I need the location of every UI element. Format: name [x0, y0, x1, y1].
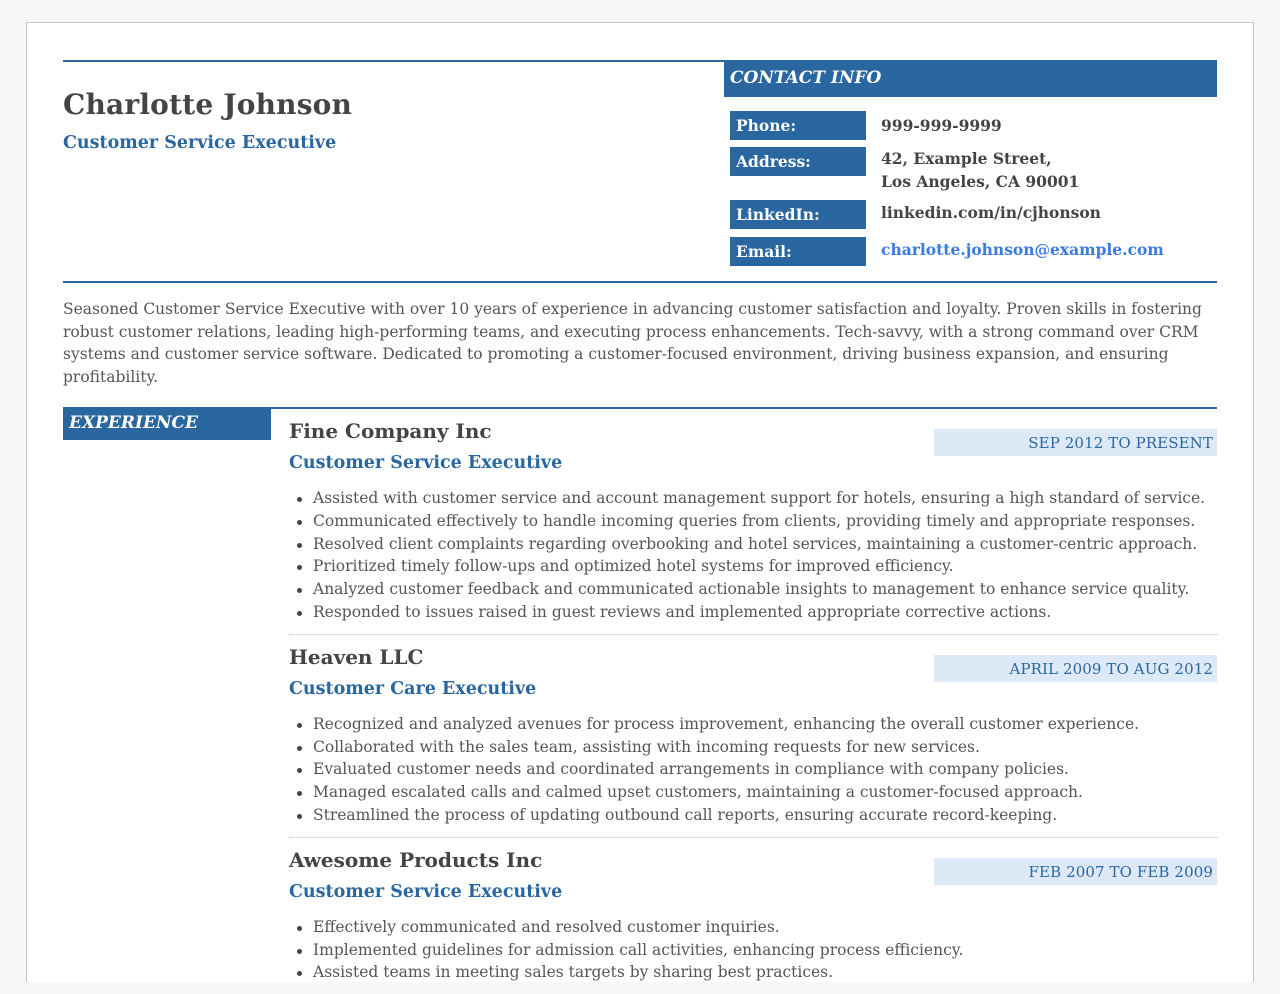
address-value — [881, 147, 1079, 193]
job-role: Customer Care Executive — [289, 678, 537, 699]
linkedin-label: LinkedIn: — [730, 200, 866, 229]
job-dates: FEB 2007 TO FEB 2009 — [934, 858, 1217, 885]
resume-header — [63, 60, 1217, 283]
job-bullet: Responded to issues raised in guest reviews and implemented appropriate corrective actions. — [289, 601, 1217, 624]
email-link[interactable]: charlotte.johnson@example.com — [881, 240, 1164, 259]
job-bullet: Analyzed customer feedback and communicated actionable insights to management to enhance service quality. — [289, 578, 1217, 601]
job-bullet: Communicated effectively to handle incoming queries from clients, providing timely and appropriate responses. — [289, 510, 1217, 533]
email-label: Email: — [730, 237, 866, 266]
experience-list — [289, 409, 1217, 994]
job-bullet: Evaluated customer needs and coordinated arrangements in compliance with company policies. — [289, 758, 1217, 781]
company-name: Fine Company Inc — [289, 419, 492, 443]
job-dates: SEP 2012 TO PRESENT — [934, 429, 1217, 456]
professional-summary: Seasoned Customer Service Executive with over 10 years of experience in advancing customer satisfaction and loyalty. Proven skills in fostering robust customer relations, leading high-performing teams, and executing process enhancements. Tech-savvy, with a strong command over CRM systems and customer service software. Dedicated to promoting a customer-focused environment, driving business expansion, and ensuring profitability. — [63, 300, 1202, 386]
experience-section — [63, 407, 1217, 994]
job-bullet: Assisted teams in meeting sales targets by sharing best practices. — [289, 961, 1217, 984]
resume-content — [63, 60, 1217, 994]
candidate-name: Charlotte Johnson — [63, 88, 353, 121]
phone-value: 999-999-9999 — [881, 116, 1002, 135]
phone-label: Phone: — [730, 111, 866, 140]
candidate-title: Customer Service Executive — [63, 133, 337, 153]
job-bullet: Prioritized timely follow-ups and optimized hotel systems for improved efficiency. — [289, 555, 1217, 578]
experience-heading: EXPERIENCE — [63, 409, 271, 440]
job-role: Customer Service Executive — [289, 453, 563, 473]
job-role: Customer Service Executive — [289, 881, 563, 902]
linkedin-value: linkedin.com/in/cjhonson — [881, 203, 1101, 222]
address-label: Address: — [730, 147, 866, 176]
job-bullet: Effectively communicated and resolved customer inquiries. — [289, 916, 1217, 939]
resume-page — [26, 22, 1254, 982]
job-bullet: Recognized and analyzed avenues for process improvement, enhancing the overall customer experience. — [289, 713, 1217, 736]
company-name: Heaven LLC — [289, 644, 424, 669]
job-bullet: Collaborated with the sales team, assisting with incoming requests for new services. — [289, 736, 1217, 759]
job-bullet: Managed escalated calls and calmed upset customers, maintaining a customer-focused approach. — [289, 781, 1217, 804]
contact-info-panel — [724, 60, 1217, 261]
job-entry — [289, 635, 1217, 838]
job-dates: APRIL 2009 TO AUG 2012 — [934, 655, 1217, 682]
contact-info-heading: CONTACT INFO — [724, 60, 1217, 97]
job-bullet: Assisted with customer service and account management support for hotels, ensuring a high standard of service. — [289, 487, 1217, 510]
job-bullets — [289, 916, 1217, 984]
job-entry — [289, 409, 1217, 635]
job-bullet: Implemented guidelines for admission call activities, enhancing process efficiency. — [289, 939, 1217, 962]
company-name: Awesome Products Inc — [289, 847, 543, 872]
job-bullet: Resolved client complaints regarding overbooking and hotel services, maintaining a customer-centric approach. — [289, 533, 1217, 556]
address-line-2: Los Angeles, CA 90001 — [881, 172, 1080, 191]
job-bullets — [289, 713, 1217, 827]
job-bullet: Streamlined the process of updating outbound call reports, ensuring accurate record-keeping. — [289, 804, 1217, 827]
job-entry — [289, 838, 1217, 994]
address-line-1: 42, Example Street, — [881, 149, 1052, 168]
job-bullets — [289, 487, 1217, 624]
